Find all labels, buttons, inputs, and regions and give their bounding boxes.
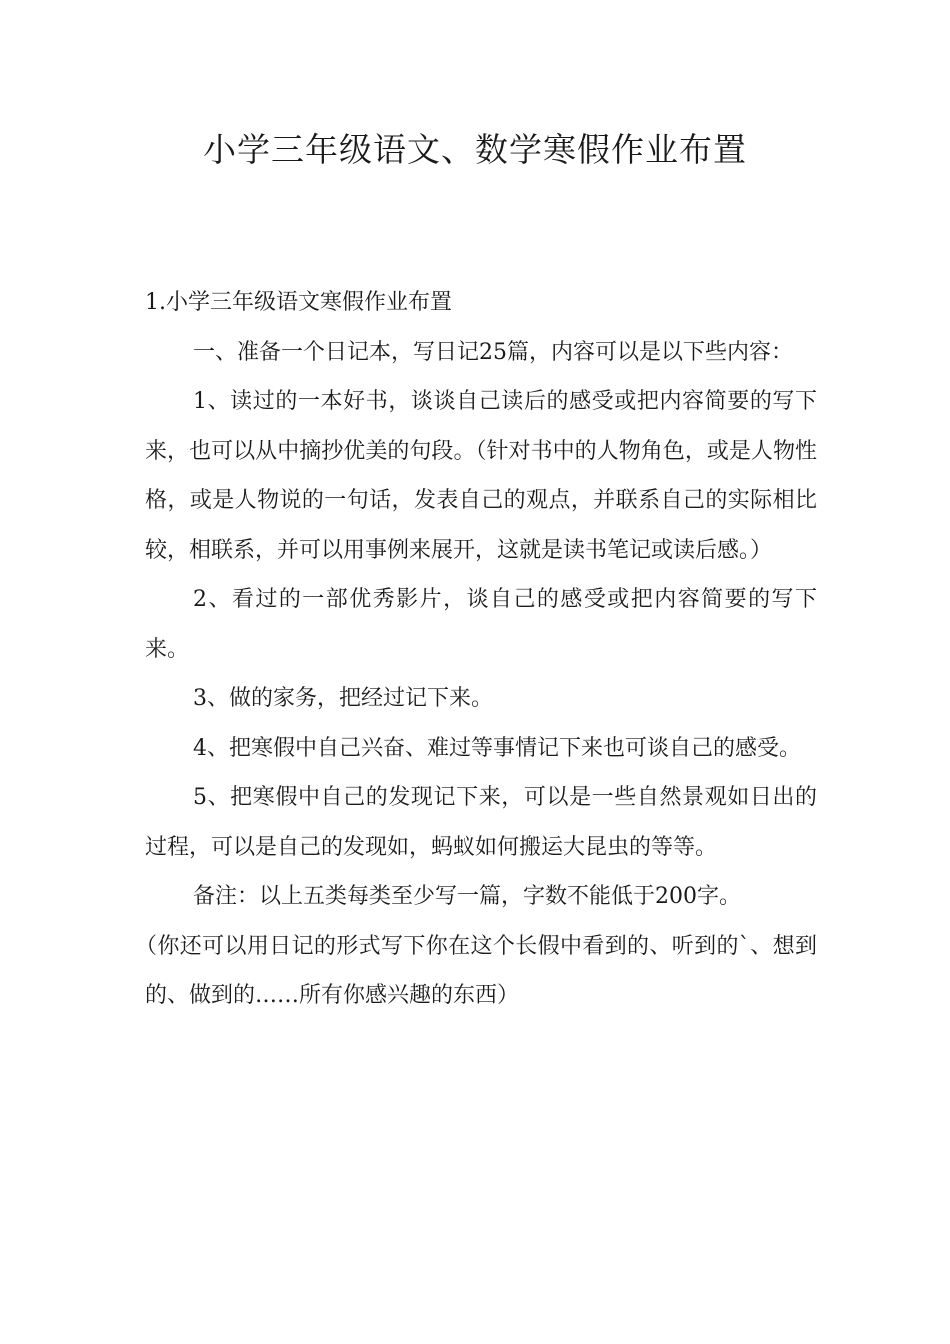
document-title: 小学三年级语文、数学寒假作业布置 [203,130,747,169]
paragraph-item-5: 5、把寒假中自己的发现记下来，可以是一些自然景观如日出的过程，可以是自己的发现如，蚂蚁如何搬运大昆虫的等等。 [145,785,817,860]
section-heading: 1.小学三年级语文寒假作业布置 [145,290,452,315]
paragraph-item-2: 2、看过的一部优秀影片，谈自己的感受或把内容简要的写下来。 [145,587,817,662]
paragraph-item-1: 1、读过的一本好书，谈谈自己读后的感受或把内容简要的写下来，也可以从中摘抄优美的句段。（针对书中的人物角色，或是人物性格，或是人物说的一句话，发表自己的观点，并联系自己的实际相比较，相联系，并可以用事例来展开，这就是读书笔记或读后感。） [145,389,817,563]
paragraph-item-4: 4、把寒假中自己兴奋、难过等事情记下来也可谈自己的感受。 [193,735,801,761]
document-body [135,278,817,1021]
paragraph-diary-intro: 一、准备一个日记本，写日记25篇，内容可以是以下些内容： [193,339,793,365]
paragraph-note-extra: （你还可以用日记的形式写下你在这个长假中看到的、听到的`、想到的、做到的……所有你感兴趣的东西） [135,933,817,1008]
paragraph-item-3: 3、做的家务，把经过记下来。 [193,686,493,711]
paragraph-note: 备注：以上五类每类至少写一篇，字数不能低于200字。 [193,884,741,909]
